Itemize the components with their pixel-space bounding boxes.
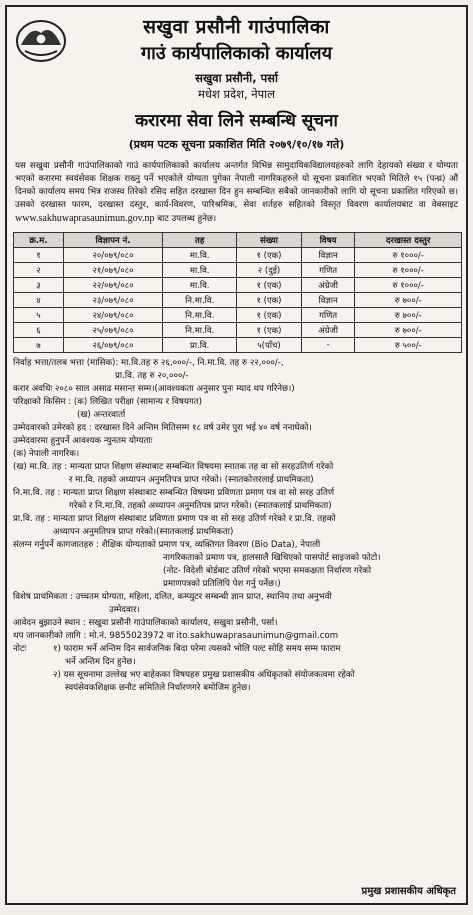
table-cell: मा.वि. [163,248,237,263]
documents-note-cont: प्रमाणपत्रको प्रतिलिपि पेश गर्नु पर्नेछ।) [163,579,281,589]
table-cell: - [301,338,355,353]
qualification-b-cont: र मा.वि. तहको अध्यापन अनुमतिपत्र प्राप्त गरेको। (स्नातकोत्तरलाई प्राथमिकता) [69,475,314,485]
table-cell: २१/०७९/०८० [63,263,162,278]
vacancy-table [13,232,462,353]
salary-line-2: प्रा.वि. तह रु २०,०००/- [115,371,189,381]
header-line2: गाउं कार्यपालिकाको कार्यालय [140,43,333,64]
table-row [14,278,462,293]
table-cell: ५(पाँच) [237,338,302,353]
qualification-a: (क) नेपाली नागरिक। [13,449,80,459]
notes [53,643,355,695]
body-section [13,357,460,695]
table-header-cell: तह [163,233,237,248]
exam-line: परिक्षाको किसिम : (क) लिखित परीक्षा (सामान्य र विषयगत) [13,397,202,407]
exam-line-2: (ख) अन्तरवार्ता [77,410,126,420]
table-cell: ३ [14,278,64,293]
documents-line: संलग्न गर्नुपर्ने कागजातहरु : शैक्षिक योग्यताको प्रमाण पत्र, व्यक्तिगत विवरण (Bio Data), नेपाली [13,540,321,550]
table-cell: ६ [14,323,64,338]
table-cell: १ (एक) [237,248,302,263]
table-cell: २ (दुई) [237,263,302,278]
table-cell: १ (एक) [237,323,302,338]
table-cell: रु ७००/- [355,293,462,308]
table-cell: १ (एक) [237,278,302,293]
table-header-cell: दरखास्त दस्तुर [355,233,462,248]
note-label: नोटः [13,644,27,654]
table-cell: रु १०००/- [355,263,462,278]
table-cell: गणित [301,263,355,278]
qualification-d: प्रा.वि. तह : मान्यता प्राप्त शिक्षण संस्थाबाट प्रविणता प्रमाण पत्र वा सो सरह उतिर्ण गरेको र प्रा.वि. तहको [13,514,336,524]
contract-line: करार अवधिः २०८० साल असाढ मसान्त सम्म।(आवश्यकता अनुसार पुनः म्याद थप गरिनेछ।) [13,384,295,394]
table-cell: २२/०७९/०८० [63,278,162,293]
table-cell: अंग्रेजी [301,278,355,293]
note-block [13,643,460,695]
submission-place: आवेदन बुझाउने स्थान : सखुवा प्रसौनी गाउंपालिकाको कार्यालय, सखुवा प्रसौनी, पर्सा। [13,618,278,628]
table-cell: १ [14,248,64,263]
priority-cont: उम्मेदवार। [109,605,140,615]
table-cell: २५/०७९/०८० [63,323,162,338]
note-1: १) फाराम भर्ने अन्तिम दिन सार्वजनिक बिदा परेमा त्यसको भोलि पल्ट सोहि समय सम्म फाराम [53,644,341,654]
table-cell: रु १०००/- [355,278,462,293]
table-cell: रु ७००/- [355,308,462,323]
notice-subtitle: (प्रथम पटक सूचना प्रकाशित मिति २०७९/१०/१७ गते) [128,138,345,151]
note-2: २) यस सूचनामा उल्लेख भए बाहेकका विषयहरु प्रमुख प्रशासकीय अधिकृतको संयोजकत्वमा रहेको [53,670,355,680]
notice-page [5,5,468,905]
table-cell: २४/०७९/०८० [63,308,162,323]
table-cell: २०/०७९/०८० [63,248,162,263]
notice-title: करारमा सेवा लिने सम्बन्धि सूचना [135,111,338,131]
qualification-c: नि.मा.वि. तह : मान्यता प्राप्त शिक्षण संस्थाबाट सम्बन्धित विषयमा प्रविणता प्रमाण पत्र वा सो सरह उतिर्ण [13,488,335,498]
table-cell: १ (एक) [237,308,302,323]
table-cell: २३/०७९/०८० [63,293,162,308]
header-line1: सखुवा प्रसौनी गाउंपालिका [143,16,330,38]
qualification-b: (ख) मा.वि. तह : मान्यता प्राप्त शिक्षण संस्थाबाट सम्बन्धित विषयमा स्नातक तह वा सो सरहउतिर्ण गरेको [13,462,334,472]
qualification-d-cont: अध्यापन अनुमतिपत्र प्राप्त गरेको।(स्नातकलाई प्राथमिकता) [53,527,234,537]
table-row [14,308,462,323]
table-cell: ४ [14,293,64,308]
table-cell: प्रा.वि. [163,338,237,353]
government-emblem-icon [15,15,67,63]
website-link[interactable]: www.sakhuwaprasaunimun.gov.np [15,213,155,224]
intro-paragraph [15,160,458,226]
table-cell: रु ५००/- [355,338,462,353]
table-cell: रु १०००/- [355,248,462,263]
table-cell: अंग्रेजी [301,323,355,338]
table-cell: ७ [14,338,64,353]
contact-line[interactable]: थप जानकारीको लागि : मो.नं. 9855023972 वा ito.sakhuwaprasaunimun@gmail.com [13,631,339,641]
intro-tail: बाट उपलब्ध हुनेछ। [157,214,217,224]
table-cell: २ [14,263,64,278]
table-cell: १ (एक) [237,293,302,308]
qualification-c-cont: गरेको र नि.मा.वि. तहको अध्यापन अनुमतिपत्र प्राप्त गरेको। (स्नातकलाई प्राथमिकता) [69,501,332,511]
table-cell: नि.मा.वि. [163,323,237,338]
salary-line: निर्वाह भत्ता/तलब भत्ता (मासिक): मा.वि.तह रु २६,०००/-, नि.मा.वि. तह रु २२,०००/-, [13,358,284,368]
table-header-cell: विज्ञापन नं. [63,233,162,248]
table-cell: मा.वि. [163,263,237,278]
header-line3: सखुवा प्रसौनी, पर्सा [195,71,278,85]
table-header-cell: विषय [301,233,355,248]
signature: प्रमुख प्रशासकीय अधिकृत [361,886,456,897]
table-cell: नि.मा.वि. [163,308,237,323]
age-line: उम्मेदवारको उमेरको हद : दरखास्त दिने अन्तिम मितिसम्म १८ वर्ष उमेर पुरा भई ४० वर्ष ननाघेको। [13,423,312,433]
table-row [14,248,462,263]
table-cell: ५ [14,308,64,323]
table-cell: २६/०७९/०८० [63,338,162,353]
table-cell: विज्ञान [301,293,355,308]
intro-text: यस सखुवा प्रसौनी गाउंपालिकाको गाउं कार्यपालिकाको कार्यालय अन्तर्गत विभिन्न सामुदायिकविद्यालयहरुको लागि देहायको संख्या र योग्यता भएको करारमा स्वयंसेवक शिक्षक राख्नु पर्ने भएकोले योग्यता पुगेका नेपाली नागरिकहरुले यो सूचना प्रकाशित भएको मितिले १५ (पन्ध्र) औं दिनको कार्यालय समय भित्र राजस्व तिरेको रसिद सहित दरखास्त दिन हुन सम्बन्धित सबैको जानकारीको लागि यो सूचना प्रकाशित गरिएको छ। उसको दरखास्त फारम, दरखास्त दस्तुर, कार्य-विवरण, पारिश्रमिक, सेवा शर्तहरु सहितको विस्तृत विवरण कार्यालयबाट वा वेबसाइट [15,161,458,210]
documents-note: (नोट- विदेशी बोर्डबाट उतिर्ण गरेको भएमा समकक्षता निर्धारण गरेको [163,566,372,576]
table-cell: मा.वि. [163,278,237,293]
table-cell: रु ७००/- [355,323,462,338]
table-row [14,338,462,353]
note-2-cont: स्वयंसेवकशिक्षक छनौट समितिले निर्धारणगरे बमोजिम हुनेछ। [65,683,251,693]
table-cell: विज्ञान [301,248,355,263]
table-row [14,323,462,338]
table-row [14,263,462,278]
priority-line: विशेष प्राथमिकता : उच्चतम योग्यता, महिला, दलित, कम्प्युटर सम्बन्धी ज्ञान प्राप्त, स्थानिय तथा अनुभवी [13,592,332,602]
qualification-heading: उम्मेदवारमा हुनुपर्ने आवश्यक न्युनतम योग्यताः [13,436,153,446]
table-cell: गणित [301,308,355,323]
table-cell: नि.मा.वि. [163,293,237,308]
header-line4: मधेश प्रदेश, नेपाल [198,87,275,101]
table-header-cell: क्र.म. [14,233,64,248]
documents-cont: नागरिकताको प्रमाण पत्र, हालसालै खिचिएको पासपोर्ट साइजको फोटो। [163,553,381,563]
note-1-cont: भर्ने अन्तिम दिन हुनेछ। [65,657,136,667]
table-header-cell: संख्या [237,233,302,248]
table-row [14,293,462,308]
